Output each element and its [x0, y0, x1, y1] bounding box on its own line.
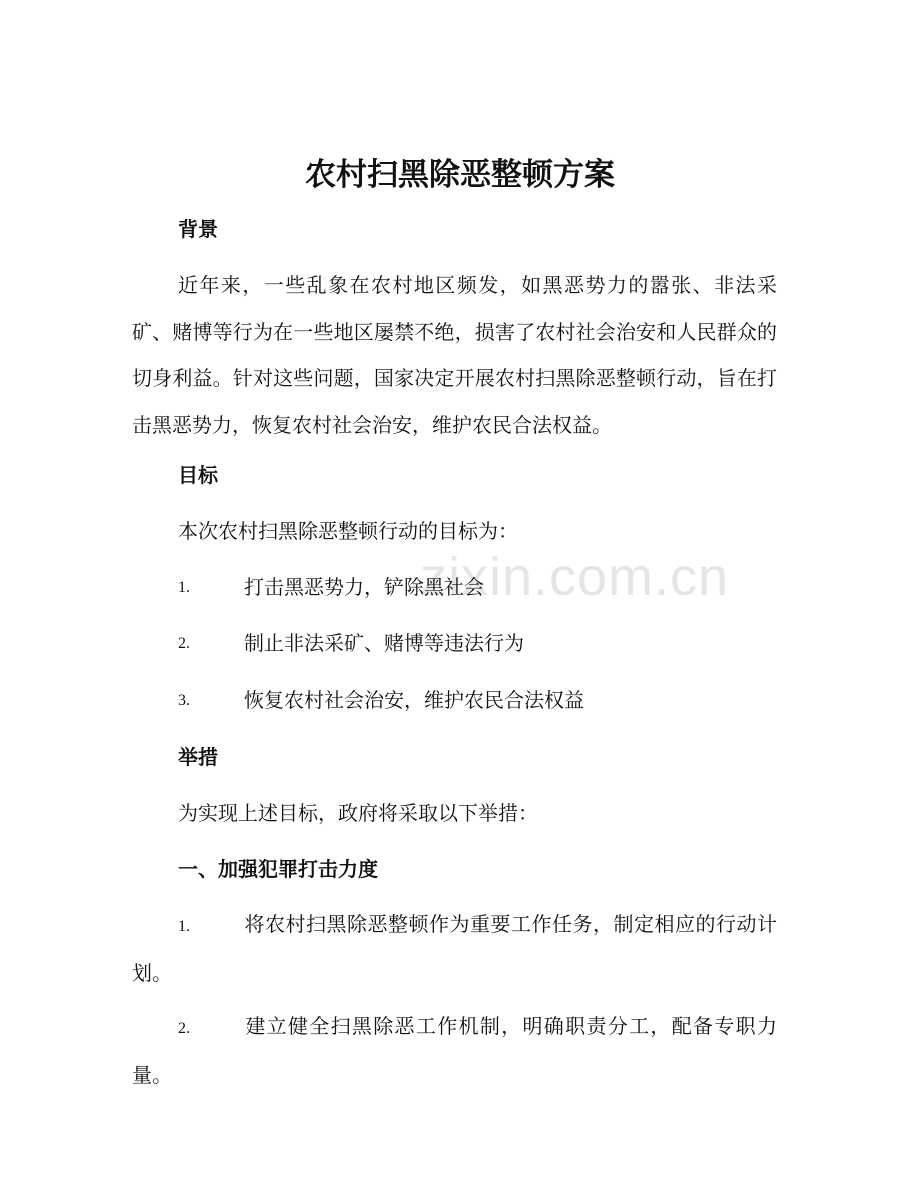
goals-intro: 本次农村扫黑除恶整顿行动的目标为： — [178, 519, 518, 543]
measures-subheading: 一、加强犯罪打击力度 — [178, 857, 378, 881]
document-title: 农村扫黑除恶整顿方案 — [305, 157, 615, 193]
measure-item-text: 建立健全扫黑除恶工作机制，明确职责分工，配备专职力量。 — [132, 1014, 777, 1087]
heading-goals: 目标 — [178, 463, 218, 487]
goal-number: 1. — [178, 579, 190, 596]
background-paragraph: 近年来，一些乱象在农村地区频发，如黑恶势力的嚣张、非法采矿、赌博等行为在一些地区屡禁不绝，损害了农村社会治安和人民群众的切身利益。针对这些问题，国家决定开展农村扫黑除恶整顿行动，旨在打击黑恶势力，恢复农村社会治安，维护农民合法权益。 — [132, 273, 777, 437]
measure-item — [132, 901, 777, 996]
goal-item-text: 制止非法采矿、赌博等违法行为 — [244, 631, 524, 655]
measure-item-text: 将农村扫黑除恶整顿作为重要工作任务，制定相应的行动计划。 — [132, 912, 777, 985]
measure-item — [132, 1003, 777, 1098]
measures-intro: 为实现上述目标，政府将采取以下举措： — [178, 801, 538, 825]
goal-number: 3. — [178, 692, 190, 709]
heading-measures: 举措 — [178, 745, 218, 769]
goal-item-text: 打击黑恶势力，铲除黑社会 — [244, 575, 484, 599]
measure-number: 2. — [178, 1020, 190, 1037]
heading-background: 背景 — [178, 217, 218, 241]
watermark-text: zixin.com.cn — [420, 547, 730, 607]
goal-item-text: 恢复农村社会治安，维护农民合法权益 — [244, 688, 584, 712]
goal-number: 2. — [178, 635, 190, 652]
measure-number: 1. — [178, 918, 190, 935]
